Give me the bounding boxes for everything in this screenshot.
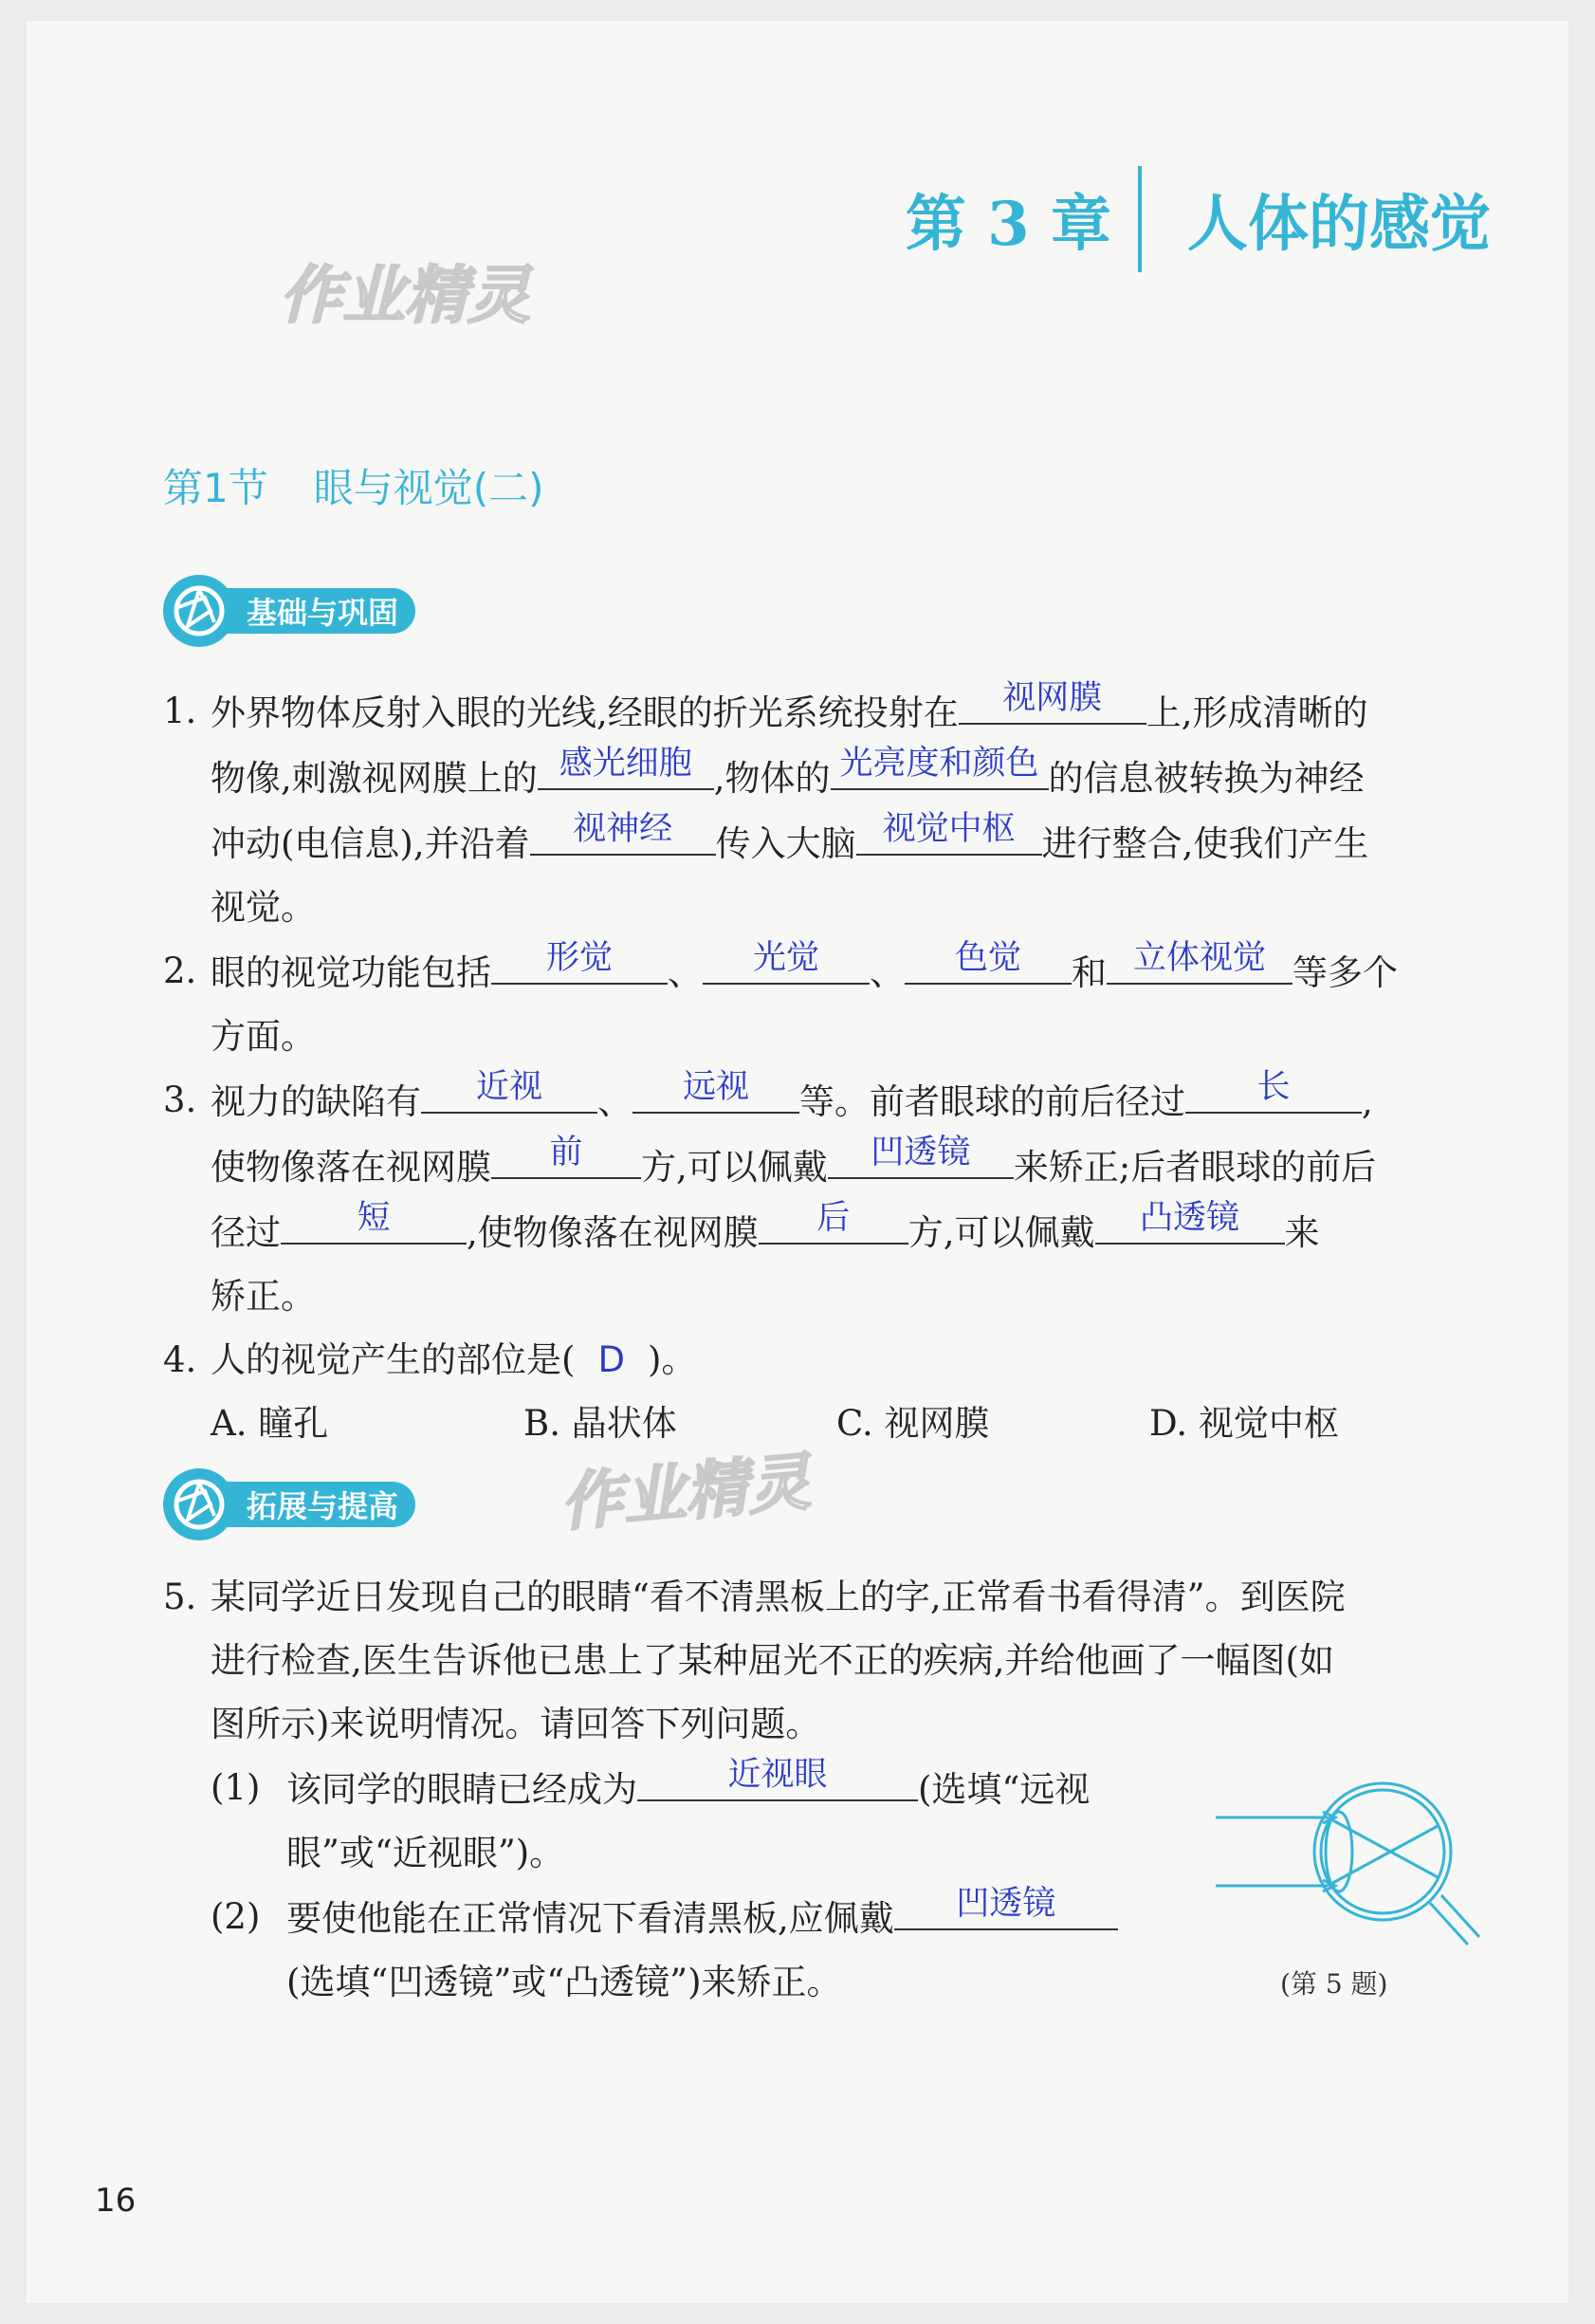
- answer-text: 短: [357, 1199, 391, 1237]
- question-text: 的信息被转换为神经: [1048, 758, 1365, 799]
- answer-blank: [759, 1199, 908, 1245]
- question-text: 等。前者眼球的前后径过: [799, 1081, 1185, 1122]
- option: C. 视网膜: [836, 1403, 990, 1444]
- answer-text: 近视: [475, 1068, 542, 1106]
- badge-basic-label: 基础与巩固: [197, 588, 415, 634]
- answer-blank: [421, 1068, 597, 1114]
- question-text: 、: [597, 1081, 632, 1122]
- question-number: 3.: [163, 1079, 197, 1120]
- answer-text: 近视眼: [727, 1756, 828, 1794]
- question-text: (选填“远视: [918, 1769, 1091, 1810]
- question-number: 5.: [163, 1577, 197, 1617]
- answer-text: 凸透镜: [1140, 1199, 1240, 1237]
- option: D. 视觉中枢: [1149, 1403, 1339, 1444]
- question-text: 方面。: [211, 1016, 316, 1057]
- question-text: ,物体的: [713, 758, 831, 799]
- answer-blank: [1107, 939, 1292, 985]
- sub-number: (2): [211, 1896, 261, 1937]
- question-text: 该同学的眼睛已经成为: [286, 1769, 637, 1810]
- question-text: 方,可以佩戴: [908, 1212, 1095, 1253]
- answer-text: 前: [549, 1134, 583, 1171]
- answer-blank: [491, 939, 668, 985]
- answer-blank: [828, 1134, 1014, 1179]
- aperture-icon: [163, 575, 235, 647]
- answer-text: 立体视觉: [1132, 939, 1266, 977]
- question-text: 使物像落在视网膜: [211, 1147, 491, 1188]
- question-text: 径过: [211, 1212, 281, 1253]
- question-number: 4.: [163, 1339, 197, 1380]
- answer-text: 视神经: [573, 810, 673, 848]
- question-text: 要使他能在正常情况下看清黑板,应佩戴: [286, 1898, 894, 1939]
- answer-blank: [703, 939, 870, 985]
- answer-text: D: [597, 1339, 625, 1380]
- section-title: [163, 457, 544, 514]
- question-text: 上,形成清晰的: [1146, 692, 1368, 733]
- answer-text: 后: [816, 1199, 851, 1237]
- answer-blank: [894, 1885, 1118, 1930]
- badge-extend: [163, 1470, 415, 1539]
- question-text: 人的视觉产生的部位是(: [211, 1339, 576, 1380]
- sub-number: (1): [211, 1767, 261, 1808]
- question-text: ,使物像落在视网膜: [467, 1212, 759, 1253]
- question-text: 和: [1072, 952, 1107, 993]
- questions-basic: [163, 679, 1462, 1455]
- answer-blank: [632, 1068, 799, 1114]
- answer-blank: [1095, 1199, 1285, 1245]
- eye-diagram: [1204, 1774, 1489, 1954]
- question-text: 视觉。: [211, 887, 316, 928]
- section-number: 第1节: [163, 465, 268, 511]
- question-text: 矫正。: [211, 1276, 316, 1317]
- question-text: 进行检查,医生告诉他已患上了某种屈光不正的疾病,并给他画了一幅图(如: [211, 1640, 1334, 1681]
- chapter-header: [906, 166, 1491, 272]
- question-text: 进行整合,使我们产生: [1041, 823, 1369, 864]
- answer-blank: [856, 810, 1042, 856]
- question-text: 物像,刺激视网膜上的: [211, 758, 538, 799]
- question-text: 某同学近日发现自己的眼睛“看不清黑板上的字,正常看书看得清”。到医院: [211, 1577, 1346, 1617]
- answer-text: 远视: [682, 1068, 749, 1106]
- figure-caption: (第 5 题): [1280, 1968, 1388, 2000]
- question-text: (选填“凹透镜”或“凸透镜”)来矫正。: [286, 1962, 842, 2002]
- answer-blank: [905, 939, 1072, 985]
- answer-text: 形觉: [545, 939, 613, 977]
- question-2: [163, 939, 1462, 1068]
- answer-text: 视觉中枢: [882, 810, 1016, 848]
- answer-blank: [1185, 1068, 1362, 1114]
- answer-blank: [959, 679, 1146, 725]
- badge-extend-label: 拓展与提高: [197, 1482, 415, 1527]
- question-text: 眼的视觉功能包括: [211, 952, 491, 993]
- question-number: 1.: [163, 691, 197, 731]
- option: B. 晶状体: [523, 1403, 677, 1444]
- question-text: 眼”或“近视眼”)。: [286, 1833, 565, 1873]
- answer-blank: [491, 1134, 641, 1179]
- answer-blank: [637, 1756, 918, 1801]
- question-text: 图所示)来说明情况。请回答下列问题。: [211, 1704, 821, 1744]
- section-name: 眼与视觉(二): [313, 465, 544, 511]
- answer-text: 色觉: [954, 939, 1021, 977]
- question-text: 来: [1284, 1212, 1320, 1253]
- chapter-label: 第 3 章: [905, 189, 1111, 260]
- answer-blank: [281, 1199, 467, 1245]
- question-3: [163, 1068, 1462, 1328]
- question-text: )。: [647, 1339, 697, 1380]
- answer-text: 长: [1256, 1068, 1291, 1106]
- question-text: 等多个: [1292, 952, 1398, 993]
- question-text: 、: [668, 952, 703, 993]
- question-4: [163, 1328, 1462, 1392]
- question-text: 传入大脑: [715, 823, 856, 864]
- question-text: 外界物体反射入眼的光线,经眼的折光系统投射在: [211, 692, 959, 733]
- question-number: 2.: [163, 950, 197, 991]
- answer-text: 光亮度和颜色: [839, 745, 1039, 783]
- answer-text: 凹透镜: [871, 1134, 971, 1171]
- answer-text: 凹透镜: [956, 1885, 1056, 1923]
- question-5: [163, 1565, 1462, 1756]
- question-text: 、: [870, 952, 905, 993]
- chapter-title: 人体的感觉: [1187, 189, 1491, 260]
- question-text: 来矫正;后者眼球的前后: [1013, 1147, 1377, 1188]
- question-text: 方,可以佩戴: [641, 1147, 828, 1188]
- watermark: 作业精灵: [557, 1445, 814, 1540]
- answer-text: 感光细胞: [559, 745, 692, 783]
- chapter-divider: [1138, 166, 1142, 272]
- page-number: 16: [95, 2182, 137, 2220]
- question-text: 视力的缺陷有: [211, 1081, 421, 1122]
- question-text: ,: [1362, 1081, 1373, 1122]
- question-text: 冲动(电信息),并沿着: [211, 823, 530, 864]
- question-1: [163, 679, 1462, 939]
- answer-blank: [831, 745, 1049, 790]
- option: A. 瞳孔: [211, 1403, 329, 1444]
- answer-blank: [530, 810, 716, 856]
- badge-basic: [163, 577, 415, 645]
- question-4-options: [163, 1392, 1462, 1455]
- watermark: 作业精灵: [280, 259, 530, 332]
- answer-blank: [538, 745, 714, 790]
- answer-text: 视网膜: [1002, 679, 1103, 717]
- answer-text: 光觉: [752, 939, 819, 977]
- aperture-icon: [163, 1468, 235, 1540]
